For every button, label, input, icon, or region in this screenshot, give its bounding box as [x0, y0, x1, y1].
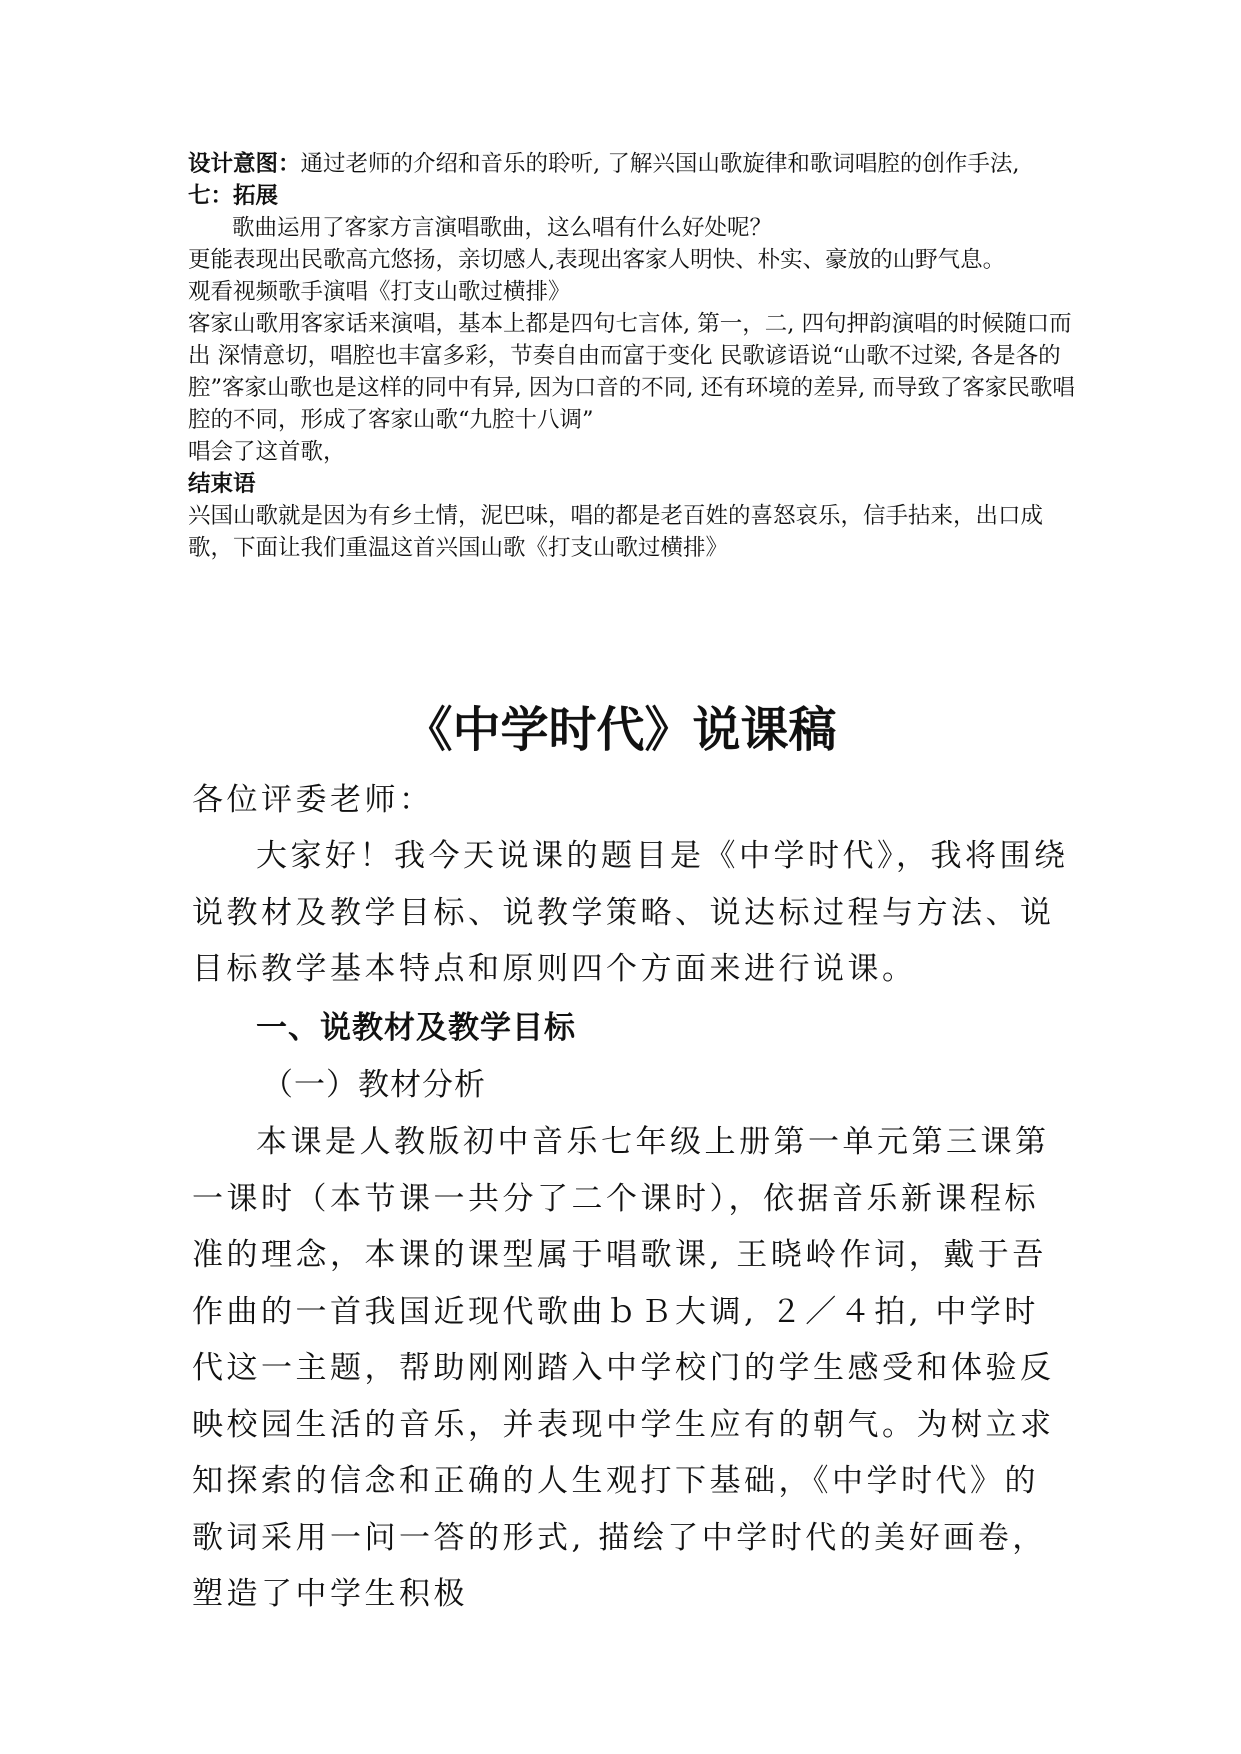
salutation: 各位评委老师：	[192, 782, 434, 818]
hakka-description: 客家山歌用客家话来演唱，基本上都是四句七言体, 第一，二, 四句押韵演唱的时候随口而出 深情意切，唱腔也丰富多彩，节奏自由而富于变化 民歌谚语说“山歌不过梁, 各是各的腔”客家山歌也是这样的同中有异, 因为口音的不同, 还有环境的差异, 而导致了客家民歌唱腔的不同，形成了客家山歌“九腔十八调”	[188, 311, 1075, 433]
heading-extension: 七：拓展	[188, 183, 279, 209]
analysis-paragraph	[192, 1114, 1072, 1623]
intro-text: 大家好！我今天说课的题目是《中学时代》，我将围绕说教材及教学目标、说教学策略、说达标过程与方法、说目标教学基本特点和原则四个方面来进行说课。	[192, 838, 1069, 987]
heading-conclusion: 结束语	[188, 471, 256, 497]
design-intent-paragraph	[188, 148, 1078, 180]
learned-song-text: 唱会了这首歌，	[188, 439, 346, 465]
extension-question: 歌曲运用了客家方言演唱歌曲，这么唱有什么好处呢？	[232, 215, 773, 241]
extension-answer: 更能表现出民歌高亢悠扬，亲切感人,表现出客家人明快、朴实、豪放的山野气息。	[188, 247, 1006, 273]
intro-paragraph	[192, 828, 1072, 998]
lesson-plan-section	[188, 148, 1078, 564]
design-intent-text: 通过老师的介绍和音乐的聆听, 了解兴国山歌旋律和歌词唱腔的创作手法,	[300, 151, 1020, 177]
design-intent-label: 设计意图：	[188, 151, 301, 177]
subsection-heading-textbook-analysis: （一）教材分析	[262, 1067, 486, 1103]
analysis-text: 本课是人教版初中音乐七年级上册第一单元第三课第一课时（本节课一共分了二个课时），依据音乐新课程标准的理念，本课的课型属于唱歌课, 王晓岭作词，戴于吾作曲的一首我国近现代歌曲ｂＢ大调, ２／４拍, 中学时代这一主题，帮助刚刚踏入中学校门的学生感受和体验反映校园生活的音乐，并表现中学生应有的朝气。为树立求知探索的信念和正确的人生观打下基础，《中学时代》的歌词采用一问一答的形式, 描绘了中学时代的美好画卷，塑造了中学生积极	[192, 1124, 1055, 1612]
watch-video-text: 观看视频歌手演唱《打支山歌过横排》	[188, 279, 571, 305]
page-title: 《中学时代》说课稿	[404, 702, 837, 758]
section-heading-textbook-goals: 一、说教材及教学目标	[256, 1010, 576, 1046]
conclusion-text: 兴国山歌就是因为有乡土情，泥巴味，唱的都是老百姓的喜怒哀乐，信手拈来，出口成歌，下面让我们重温这首兴国山歌《打支山歌过横排》	[188, 503, 1044, 561]
